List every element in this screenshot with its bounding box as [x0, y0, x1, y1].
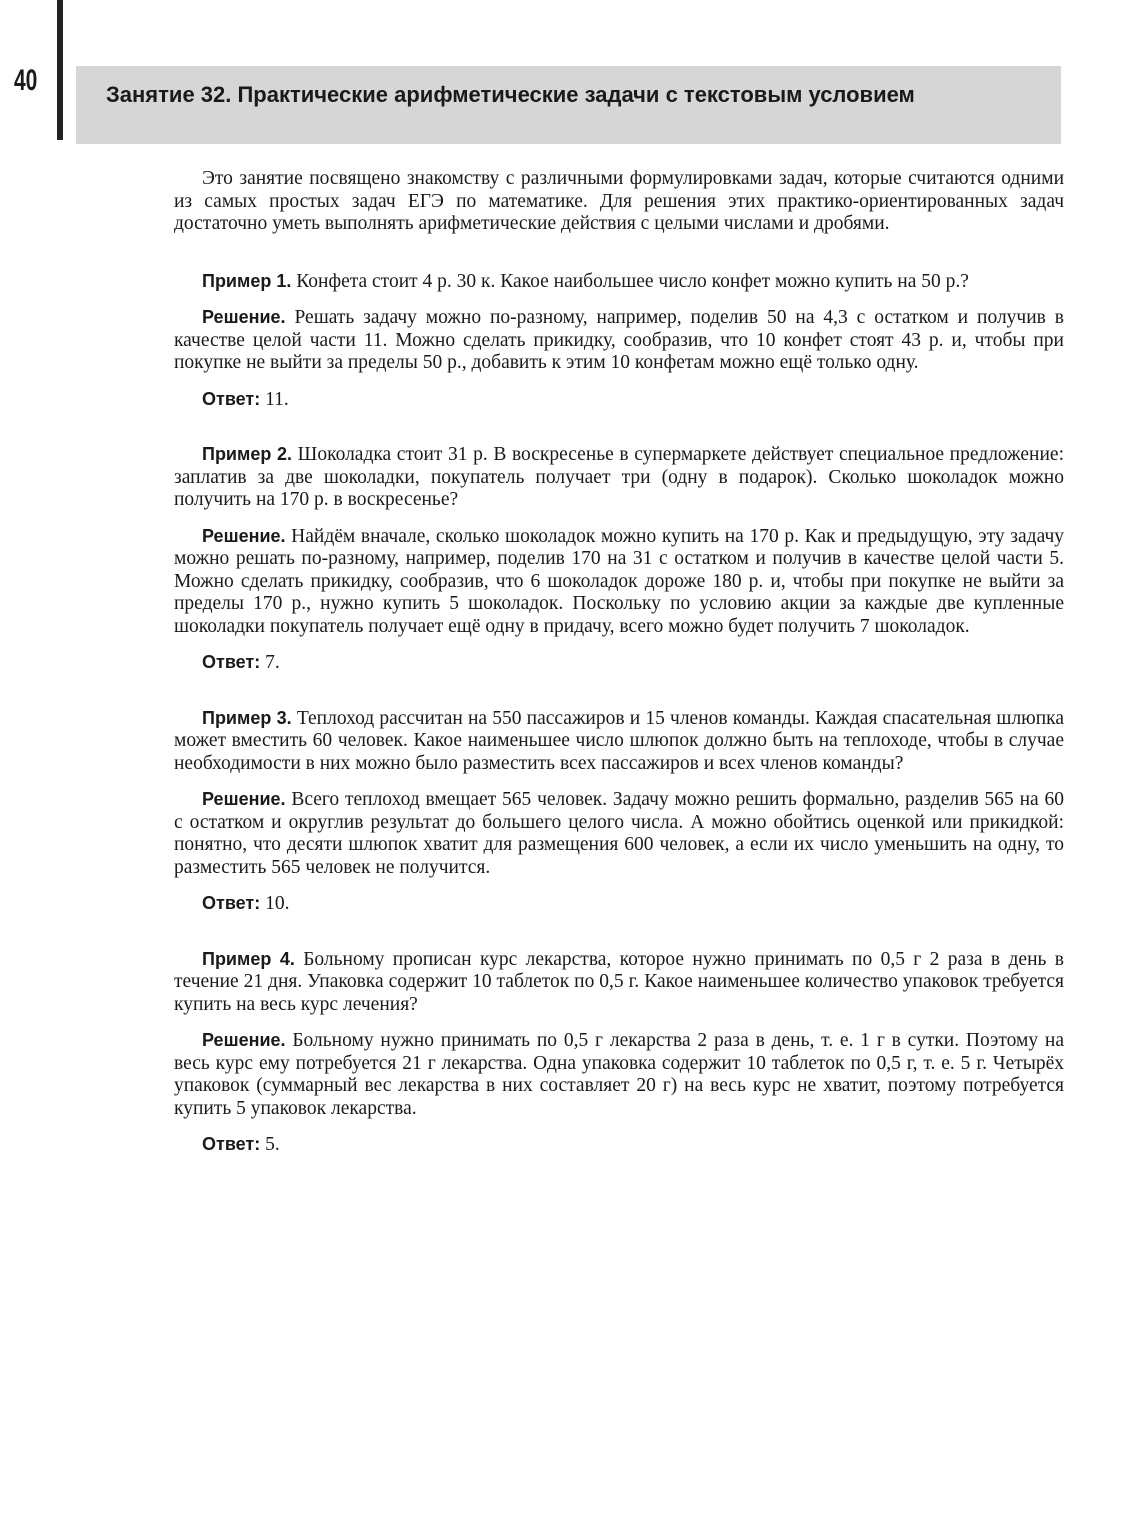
example-4-problem-text: Больному прописан курс лекарства, которое нужно принимать по 0,5 г 2 раза в день в течение 21 дня. Упаковка содержит 10 таблеток по 0,5 г. Какое наименьшее количество упаковок требуется купить на весь курс лечения? [174, 948, 1064, 1015]
example-3-solution-text: Всего теплоход вмещает 565 человек. Задачу можно решить формально, разделив 565 на 60 с остатком и округлив результат до большего целого числа. А можно обойтись оценкой или прикидкой: понятно, что десяти шлюпок хватит для размещения 600 человек, а если их число уменьшить на одну, то разместить 565 человек не получится. [174, 789, 1064, 878]
example-4-solution [174, 1029, 1064, 1120]
margin-rule [57, 0, 63, 140]
example-3-answer-label: Ответ: [202, 893, 261, 913]
lesson-title: Занятие 32. Практические арифметические задачи с текстовым условием [106, 82, 915, 107]
example-3-solution [174, 788, 1064, 879]
example-1-problem [174, 270, 1064, 294]
example-1-answer [174, 388, 1064, 412]
example-2-label: Пример 2. [202, 444, 293, 464]
intro-paragraph: Это занятие посвящено знакомству с различными формулировками задач, которые считаются одними из самых простых задач ЕГЭ по математике. Для решения этих практико-ориентированных задач достаточно уметь выполнять арифметические действия с целыми числами и дробями. [174, 168, 1064, 234]
example-4-answer-text: 5. [265, 1134, 280, 1155]
example-3-problem-text: Теплоход рассчитан на 550 пассажиров и 15 членов команды. Каждая спасательная шлюпка может вместить 60 человек. Какое наименьшее число шлюпок должно быть на теплоходе, чтобы в случае необходимости в них можно было разместить всех пассажиров и всех членов команды? [174, 707, 1065, 774]
example-1-answer-text: 11. [265, 388, 289, 410]
example-4-solution-label: Решение. [202, 1030, 286, 1050]
example-4-answer [174, 1133, 1064, 1157]
example-3-label: Пример 3. [202, 707, 292, 728]
example-3-answer-text: 10. [265, 893, 290, 914]
example-2-answer-text: 7. [265, 652, 280, 673]
example-1-answer-label: Ответ: [202, 388, 261, 409]
example-4-label: Пример 4. [202, 948, 295, 969]
example-1-problem-text: Конфета стоит 4 р. 30 к. Какое наибольшее число конфет можно купить на 50 р.? [296, 270, 969, 292]
page-number: 40 [14, 64, 38, 97]
example-4-answer-label: Ответ: [202, 1134, 261, 1154]
example-4-problem [174, 948, 1064, 1017]
example-2-problem [174, 443, 1064, 512]
example-1-label: Пример 1. [202, 270, 292, 291]
example-1-solution [174, 306, 1064, 375]
example-2-solution-label: Решение. [202, 525, 286, 546]
example-1-solution-text: Решать задачу можно по-разному, например, поделив 50 на 4,3 с остатком и получив в качестве целой части 11. Можно сделать прикидку, сообразив, что 10 конфет стоят 43 р. и, чтобы при покупке не выйти за пределы 50 р., добавить к этим 10 конфетам можно ещё только одну. [174, 307, 1064, 373]
example-2-problem-text: Шоколадка стоит 31 р. В воскресенье в супермаркете действует специальное предложение: заплатив за две шоколадки, покупатель получает три (одну в подарок). Сколько шоколадок можно получить на 170 р. в воскресенье? [174, 444, 1064, 510]
example-1-solution-label: Решение. [202, 307, 286, 327]
example-3-solution-label: Решение. [202, 789, 286, 809]
example-2-solution [174, 525, 1064, 639]
example-3-problem [174, 707, 1064, 776]
page-content [174, 168, 1064, 1189]
example-4-solution-text: Больному нужно принимать по 0,5 г лекарства 2 раза в день, т. е. 1 г в сутки. Поэтому на весь курс ему потребуется 21 г лекарства. Одна упаковка содержит 10 таблеток по 0,5 г, т. е. 5 г. Четырёх упаковок (суммарный вес лекарства в них составляет 20 г) на весь курс не хватит, поэтому потребуется купить 5 упаковок лекарства. [174, 1030, 1065, 1119]
example-2-answer [174, 651, 1064, 675]
example-2-answer-label: Ответ: [202, 652, 261, 672]
example-2-solution-text: Найдём вначале, сколько шоколадок можно купить на 170 р. Как и предыдущую, эту задачу можно решать по-разному, например, поделив 170 на 31 с остатком и получив в качестве целой части 5. Можно сделать прикидку, сообразив, что 6 шоколадок дороже 180 р. и, чтобы при покупке не выйти за пределы 170 р., нужно купить 5 шоколадок. Поскольку по условию акции за каждые две купленные шоколадки покупатель получает ещё одну в придачу, всего можно будет получить 7 шоколадок. [174, 525, 1065, 637]
example-3-answer [174, 892, 1064, 916]
